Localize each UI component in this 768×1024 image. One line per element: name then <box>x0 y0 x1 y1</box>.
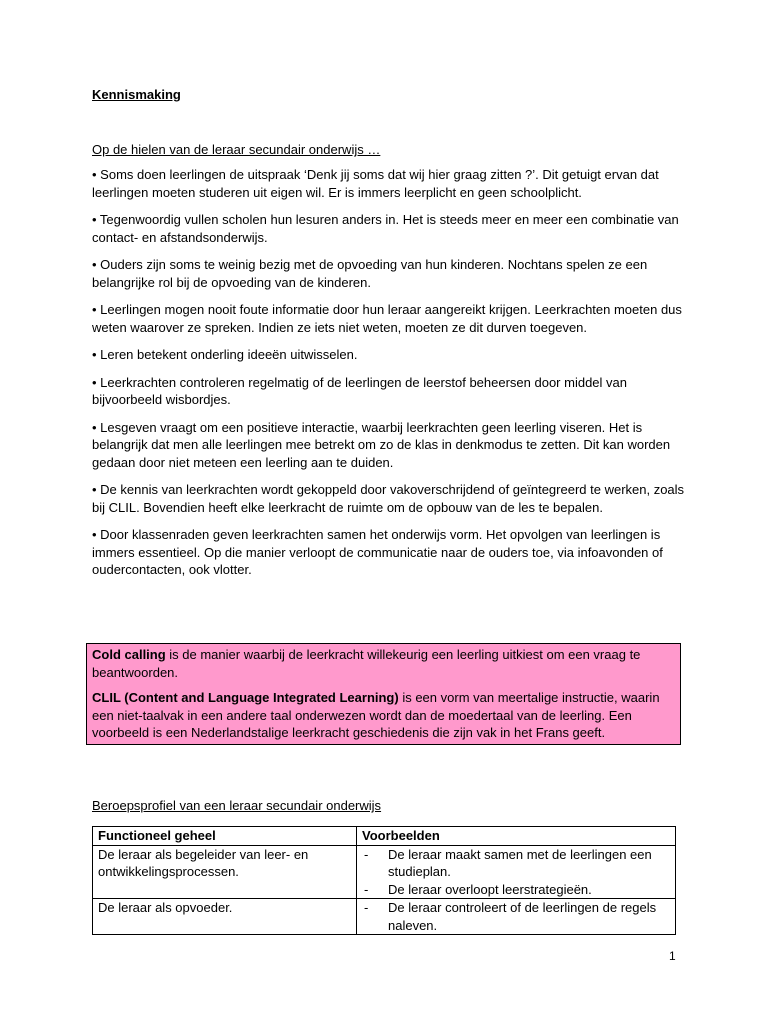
table-row <box>93 845 676 899</box>
dash-marker: - <box>364 846 369 862</box>
list-item <box>362 881 670 899</box>
page-number: 1 <box>669 949 676 963</box>
bullet-item: • Leerkrachten controleren regelmatig of de leerlingen de leerstof beheersen door middel van bijvoorbeeld wisbordjes. <box>92 374 627 407</box>
definition-term: CLIL (Content and Language Integrated Learning) <box>92 690 399 705</box>
dash-marker: - <box>364 881 369 897</box>
bullet-item: • Door klassenraden geven leerkrachten samen het onderwijs vorm. Het opvolgen van leerlingen is immers essentieel. Op die manier verloopt de communicatie naar de ouders toe, via infoavonden of oudercontacten, ook vlotter. <box>92 527 663 577</box>
bullet-item: • Ouders zijn soms te weinig bezig met de opvoeding van hun kinderen. Nochtans spelen ze een belangrijke rol bij de opvoeding van de kinderen. <box>92 257 648 290</box>
table-header-row <box>93 827 676 846</box>
table-cell-examples <box>357 845 676 899</box>
table-cell-role: De leraar als opvoeder. <box>93 899 357 935</box>
definition-box <box>86 643 681 745</box>
bullet-item: • De kennis van leerkrachten wordt gekoppeld door vakoverschrijdend of geïntegreerd te werken, zoals bij CLIL. Bovendien heeft elke leerkracht de ruimte om de opbouw van de les te bepalen. <box>92 482 685 515</box>
definition-cold-calling <box>92 646 674 681</box>
bullet-list <box>92 166 688 589</box>
example-list <box>362 846 670 899</box>
list-item <box>362 899 670 934</box>
example-text: De leraar overloopt leerstrategieën. <box>388 881 592 897</box>
definition-text: is de manier waarbij de leerkracht willekeurig een leerling uitkiest om een vraag te beantwoorden. <box>92 647 641 680</box>
section-heading: Op de hielen van de leraar secundair onderwijs … <box>92 142 381 157</box>
table-cell-role: De leraar als begeleider van leer- en ontwikkelingsprocessen. <box>93 845 357 899</box>
example-text: De leraar maakt samen met de leerlingen een studieplan. <box>388 846 652 879</box>
list-item <box>362 846 670 881</box>
page-title: Kennismaking <box>92 87 181 102</box>
bullet-item: • Leren betekent onderling ideeën uitwisselen. <box>92 347 358 362</box>
definition-text: is een vorm van meertalige instructie, waarin een niet-taalvak in een andere taal onderwezen wordt dan de moedertaal van de leerling. Een voorbeeld is een Nederlandstalige leerkracht geschiedenis die zijn vak in het Frans geeft. <box>92 690 660 740</box>
section-heading-beroepsprofiel: Beroepsprofiel van een leraar secundair onderwijs <box>92 798 382 813</box>
definition-term: Cold calling <box>92 647 166 662</box>
bullet-item: • Leerlingen mogen nooit foute informatie door hun leraar aangereikt krijgen. Leerkrachten moeten dus weten waarover ze spreken. Indien ze iets niet weten, moeten ze dit durven toegeven. <box>92 302 682 335</box>
table-row <box>93 899 676 935</box>
definition-clil <box>92 689 674 742</box>
dash-marker: - <box>364 900 369 915</box>
table-header-cell: Voorbeelden <box>357 827 676 846</box>
bullet-item: • Lesgeven vraagt om een positieve interactie, waarbij leerkrachten geen leerling viseren. Het is belangrijk dat men alle leerlingen mee betrekt om zo de klas in denkmodus te zetten. Dit kan worden gedaan door niet meteen een leerling aan te duiden. <box>92 419 671 470</box>
example-text: De leraar controleert of de leerlingen de regels naleven. <box>388 900 657 933</box>
bullet-item: • Tegenwoordig vullen scholen hun lesuren anders in. Het is steeds meer en meer een combinatie van contact- en afstandsonderwijs. <box>92 212 679 245</box>
bullet-item: • Soms doen leerlingen de uitspraak ‘Denk jij soms dat wij hier graag zitten ?’. Dit getuigt ervan dat leerlingen moeten studeren uit eigen wil. Er is immers leerplicht en geen schoolplicht. <box>92 167 659 200</box>
example-list <box>362 899 670 934</box>
table-header-cell: Functioneel geheel <box>93 827 357 846</box>
profile-table <box>92 826 676 935</box>
table-cell-examples <box>357 899 676 935</box>
